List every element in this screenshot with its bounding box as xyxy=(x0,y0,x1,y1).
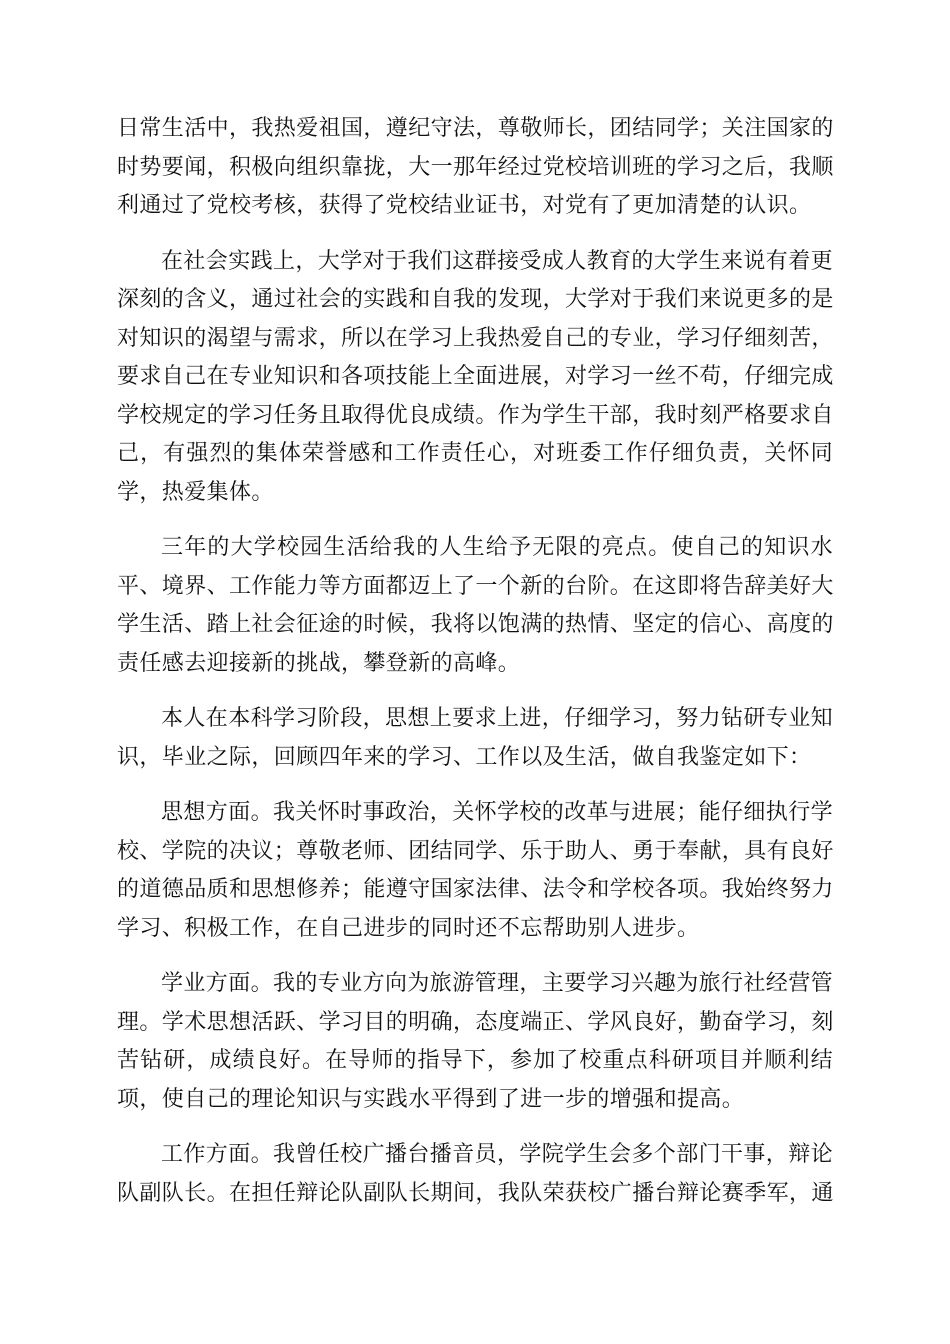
paragraph-line: 苦钻研，成绩良好。在导师的指导下，参加了校重点科研项目并顺利结 xyxy=(117,1048,833,1073)
paragraph-line: 要求自己在专业知识和各项技能上全面进展，对学习一丝不苟，仔细完成 xyxy=(117,364,834,389)
paragraph-line: 责任感去迎接新的挑战，攀登新的高峰。 xyxy=(117,650,521,676)
paragraph-line: 己，有强烈的集体荣誉感和工作责任心，对班委工作仔细负责，关怀同 xyxy=(117,441,833,466)
paragraph-line: 学生活、踏上社会征途的时候，我将以饱满的热情、坚定的信心、高度的 xyxy=(117,612,834,637)
paragraph-line: 学业方面。我的专业方向为旅游管理，主要学习兴趣为旅行社经营管 xyxy=(161,971,834,996)
document-body xyxy=(117,110,833,1230)
paragraph xyxy=(117,1136,833,1213)
paragraph-line: 在社会实践上，大学对于我们这群接受成人教育的大学生来说有着更 xyxy=(161,248,834,274)
paragraph xyxy=(117,700,833,777)
paragraph xyxy=(117,965,833,1119)
paragraph xyxy=(117,529,833,683)
paragraph-line: 学，热爱集体。 xyxy=(117,479,274,505)
paragraph-line: 对知识的渴望与需求，所以在学习上我热爱自己的专业，学习仔细刻苦， xyxy=(117,325,834,351)
paragraph xyxy=(117,794,833,948)
paragraph-line: 校、学院的决议；尊敬老师、团结同学、乐于助人、勇于奉献，具有良好 xyxy=(117,838,834,864)
paragraph-line: 时势要闻，积极向组织靠拢，大一那年经过党校培训班的学习之后，我顺 xyxy=(117,154,834,180)
paragraph-line: 工作方面。我曾任校广播台播音员，学院学生会多个部门干事，辩论 xyxy=(161,1142,834,1167)
paragraph-line: 的道德品质和思想修养；能遵守国家法律、法令和学校各项。我始终努力 xyxy=(117,877,834,902)
paragraph-line: 本人在本科学习阶段，思想上要求上进，仔细学习，努力钻研专业知 xyxy=(161,706,834,731)
paragraph-line: 队副队长。在担任辩论队副队长期间，我队荣获校广播台辩论赛季军，通 xyxy=(117,1180,834,1206)
paragraph xyxy=(117,243,833,513)
paragraph-line: 三年的大学校园生活给我的人生给予无限的亮点。使自己的知识水 xyxy=(161,535,833,560)
paragraph-line: 学校规定的学习任务且取得优良成绩。作为学生干部，我时刻严格要求自 xyxy=(117,402,834,428)
paragraph-line: 日常生活中，我热爱祖国，遵纪守法，尊敬师长，团结同学；关注国家的 xyxy=(117,116,834,141)
paragraph-line: 识，毕业之际，回顾四年来的学习、工作以及生活，做自我鉴定如下： xyxy=(117,744,812,770)
paragraph-line: 思想方面。我关怀时事政治，关怀学校的改革与进展；能仔细执行学 xyxy=(161,800,834,825)
paragraph-line: 项，使自己的理论知识与实践水平得到了进一步的增强和提高。 xyxy=(117,1086,745,1112)
paragraph-line: 利通过了党校考核，获得了党校结业证书，对党有了更加清楚的认识。 xyxy=(117,193,812,218)
paragraph xyxy=(117,110,833,226)
paragraph-line: 深刻的含义，通过社会的实践和自我的发现，大学对于我们来说更多的是 xyxy=(117,287,834,312)
paragraph-line: 理。学术思想活跃、学习目的明确，态度端正、学风良好，勤奋学习，刻 xyxy=(117,1009,834,1035)
paragraph-line: 学习、积极工作，在自己进步的同时还不忘帮助别人进步。 xyxy=(117,915,700,941)
paragraph-line: 平、境界、工作能力等方面都迈上了一个新的台阶。在这即将告辞美好大 xyxy=(117,573,834,599)
